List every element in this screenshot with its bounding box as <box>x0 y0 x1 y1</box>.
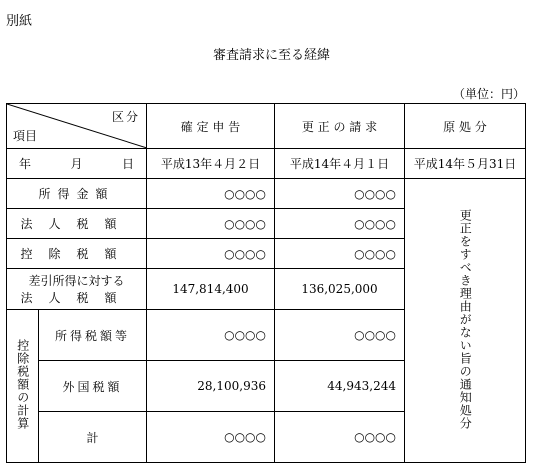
row-label-corporate-tax: 法人税額 <box>7 209 147 239</box>
date-label-month: 月 <box>70 157 83 171</box>
value-corporate-tax-correction: ○○○○ <box>275 209 405 239</box>
value-income-correction: ○○○○ <box>275 179 405 209</box>
date-row <box>7 149 526 179</box>
value-income-final: ○○○○ <box>147 179 275 209</box>
value-corporate-tax-final: ○○○○ <box>147 209 275 239</box>
row-label-income-tax: 所得税額等 <box>39 310 147 361</box>
header-note: 別紙 <box>6 14 33 29</box>
date-row-label <box>7 149 147 179</box>
net-tax-label-line1: 差引所得に対する <box>28 274 125 288</box>
row-label-deduction: 控除税額 <box>7 239 147 269</box>
document-title: 審査請求に至る経緯 <box>212 48 330 63</box>
row-label-income: 所得金額 <box>7 179 147 209</box>
header-row <box>7 104 526 149</box>
date-label-year: 年 <box>19 157 32 171</box>
value-foreign-tax-final: 28,100,936 <box>147 361 275 412</box>
corner-label-category: 区分 <box>111 110 140 124</box>
column-header-correction-request: 更 正 の 請 求 <box>275 104 405 149</box>
row-label-total: 計 <box>39 412 147 463</box>
value-income-tax-final: ○○○○ <box>147 310 275 361</box>
value-foreign-tax-correction: 44,943,244 <box>275 361 405 412</box>
date-correction-request: 平成14年４月１日 <box>275 149 405 179</box>
date-label-day: 日 <box>121 157 134 171</box>
value-total-correction: ○○○○ <box>275 412 405 463</box>
review-history-table <box>6 103 526 463</box>
deduction-calc-group-label: 控除税額の計算 <box>15 339 30 430</box>
disposition-note-cell <box>405 179 526 463</box>
value-deduction-correction: ○○○○ <box>275 239 405 269</box>
unit-note: （単位：円） <box>452 87 525 101</box>
column-header-original-disposition: 原 処 分 <box>405 104 526 149</box>
column-header-final-return: 確 定 申 告 <box>147 104 275 149</box>
table-row <box>7 179 526 209</box>
value-net-tax-correction: 136,025,000 <box>275 269 405 310</box>
net-tax-label-line2: 法人税額 <box>20 291 133 305</box>
row-label-foreign-tax: 外国税額 <box>39 361 147 412</box>
corner-cell <box>7 104 147 149</box>
value-total-final: ○○○○ <box>147 412 275 463</box>
date-original-disposition: 平成14年５月31日 <box>405 149 526 179</box>
date-final-return: 平成13年４月２日 <box>147 149 275 179</box>
value-deduction-final: ○○○○ <box>147 239 275 269</box>
corner-label-item: 項目 <box>13 129 38 143</box>
row-label-net-tax <box>7 269 147 310</box>
value-net-tax-final: 147,814,400 <box>147 269 275 310</box>
deduction-calc-group-label-cell <box>7 310 39 463</box>
value-income-tax-correction: ○○○○ <box>275 310 405 361</box>
disposition-note: 更正をすべき理由がない旨の通知処分 <box>458 208 473 430</box>
